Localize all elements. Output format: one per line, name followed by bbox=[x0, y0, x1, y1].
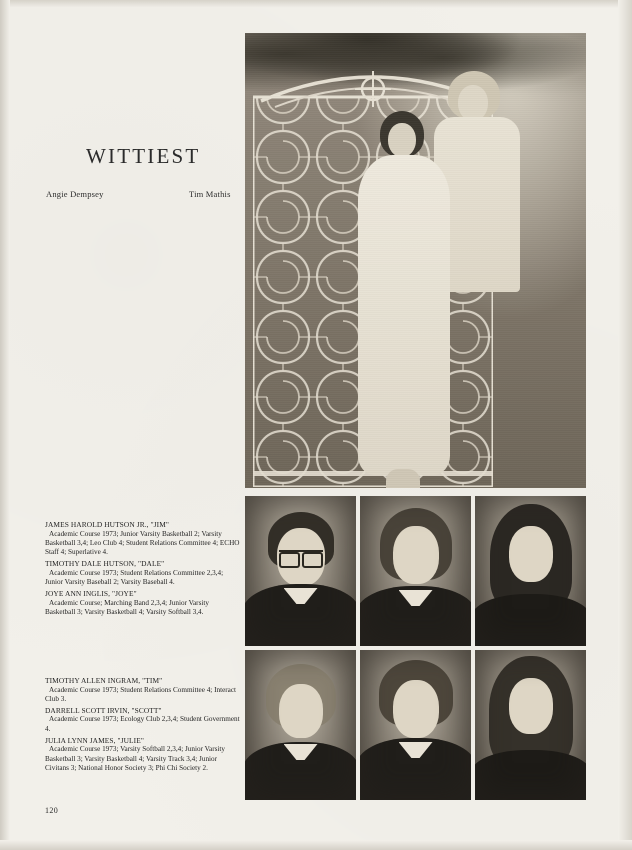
bio-column-one bbox=[45, 520, 241, 619]
page-number: 120 bbox=[45, 806, 59, 815]
female-legs bbox=[386, 469, 420, 488]
bio-detail: Academic Course 1973; Varsity Softball 2,3,4; Junior Varsity Basketball 3; Varsity Basketball 4; Varsity Track 3,4; Junior Civitans 3; National Honor Society 3; Phi Chi Society 2. bbox=[45, 745, 226, 772]
bio-entry bbox=[45, 559, 241, 587]
male-face bbox=[458, 85, 488, 121]
scan-edge-left bbox=[0, 0, 10, 850]
bio-column-two bbox=[45, 676, 241, 775]
portrait-grid bbox=[245, 496, 586, 800]
scan-edge-right bbox=[618, 0, 632, 850]
female-dress bbox=[358, 155, 450, 475]
bio-entry bbox=[45, 520, 241, 557]
scan-edge-top bbox=[0, 0, 632, 8]
bio-detail: Academic Course; Marching Band 2,3,4; Junior Varsity Basketball 3; Varsity Basketball 4; Varsity Softball 3,4. bbox=[45, 598, 209, 616]
bio-name: JULIA LYNN JAMES, "JULIE" bbox=[45, 735, 144, 745]
portrait-vignette bbox=[245, 496, 356, 646]
portrait-vignette bbox=[360, 496, 471, 646]
feature-photo bbox=[245, 33, 586, 488]
portrait-2 bbox=[360, 496, 471, 646]
bio-detail: Academic Course 1973; Junior Varsity Basketball 2; Varsity Basketball 3,4; Leo Club 4; Student Relations Committee 4; ECHO Staff 4; Superlative 4. bbox=[45, 529, 240, 556]
portrait-1 bbox=[245, 496, 356, 646]
superlative-name-right: Tim Mathis bbox=[189, 189, 231, 199]
bio-name: JOYE ANN INGLIS, "JOYE" bbox=[45, 589, 137, 599]
scan-edge-bottom bbox=[0, 840, 632, 850]
bio-detail: Academic Course 1973; Student Relations Committee 4; Interact Club 3. bbox=[45, 685, 237, 703]
bio-detail: Academic Course 1973; Student Relations Committee 2,3,4; Junior Varsity Baseball 2; Varsity Baseball 4. bbox=[45, 568, 224, 586]
bio-name: DARRELL SCOTT IRVIN, "SCOTT" bbox=[45, 705, 162, 715]
bio-entry bbox=[45, 736, 241, 773]
person-female bbox=[350, 111, 458, 488]
page-title: WITTIEST bbox=[86, 144, 201, 168]
portrait-vignette bbox=[475, 650, 586, 800]
bio-name: JAMES HAROLD HUTSON JR., "JIM" bbox=[45, 520, 170, 529]
portrait-5 bbox=[360, 650, 471, 800]
bio-name: TIMOTHY ALLEN INGRAM, "TIM" bbox=[45, 676, 163, 685]
bio-entry bbox=[45, 589, 241, 617]
portrait-4 bbox=[245, 650, 356, 800]
portrait-vignette bbox=[245, 650, 356, 800]
portrait-6 bbox=[475, 650, 586, 800]
portrait-vignette bbox=[360, 650, 471, 800]
bio-entry bbox=[45, 676, 241, 704]
superlative-name-left: Angie Dempsey bbox=[46, 189, 104, 199]
female-face bbox=[388, 123, 416, 157]
bio-name: TIMOTHY DALE HUTSON, "DALE" bbox=[45, 559, 165, 569]
portrait-3 bbox=[475, 496, 586, 646]
portrait-vignette bbox=[475, 496, 586, 646]
bio-entry bbox=[45, 706, 241, 734]
bio-detail: Academic Course 1973; Ecology Club 2,3,4; Student Government 4. bbox=[45, 715, 240, 733]
